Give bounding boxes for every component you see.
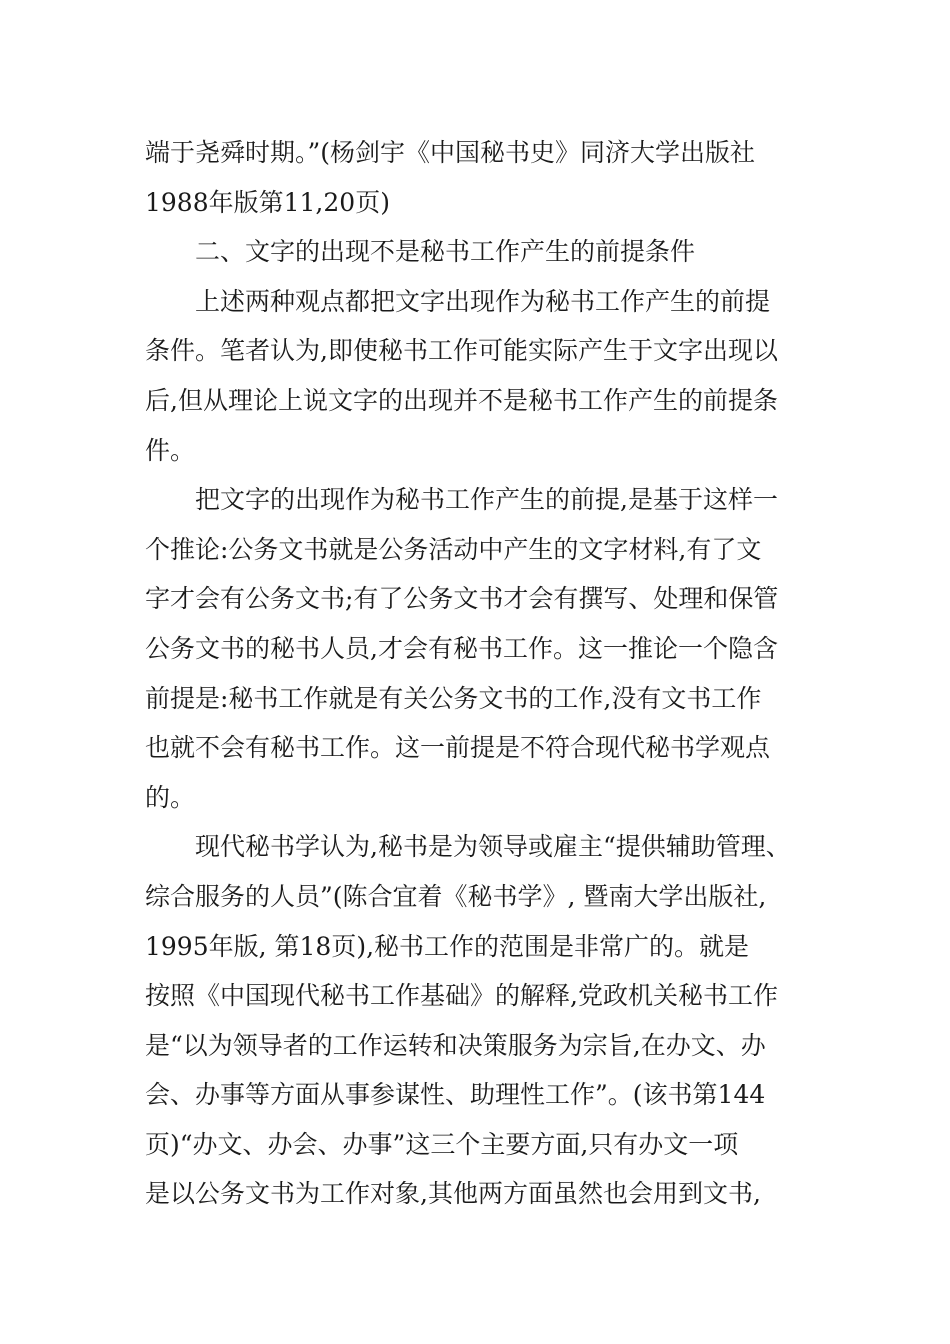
text-line: 1995年版, 第18页),秘书工作的范围是非常广的。就是 — [145, 931, 750, 961]
text-line: 件。 — [145, 435, 196, 465]
document-body — [145, 128, 810, 1219]
text-line: 二、文字的出现不是秘书工作产生的前提条件 — [195, 237, 696, 267]
text-line: 页)“办文、办会、办事”这三个主要方面,只有办文一项 — [145, 1129, 739, 1159]
text-line: 是以公务文书为工作对象,其他两方面虽然也会用到文书, — [145, 1179, 761, 1209]
text-line: 个推论:公务文书就是公务活动中产生的文字材料,有了文 — [145, 534, 762, 564]
text-line: 的。 — [145, 782, 196, 812]
text-line: 1988年版第11,20页) — [145, 187, 390, 217]
text-line: 按照《中国现代秘书工作基础》的解释,党政机关秘书工作 — [145, 981, 778, 1011]
text-line: 上述两种观点都把文字出现作为秘书工作产生的前提 — [195, 286, 771, 316]
text-line: 也就不会有秘书工作。这一前提是不符合现代秘书学观点 — [145, 733, 771, 763]
text-line: 字才会有公务文书;有了公务文书才会有撰写、处理和保管 — [145, 584, 779, 614]
text-line: 把文字的出现作为秘书工作产生的前提,是基于这样一 — [195, 485, 778, 515]
text-line: 公务文书的秘书人员,才会有秘书工作。这一推论一个隐含 — [145, 633, 778, 663]
text-line: 后,但从理论上说文字的出现并不是秘书工作产生的前提条 — [145, 385, 778, 415]
text-line: 端于尧舜时期。”(杨剑宇《中国秘书史》同济大学出版社 — [145, 138, 756, 167]
text-line: 前提是:秘书工作就是有关公务文书的工作,没有文书工作 — [145, 683, 762, 713]
text-line: 现代秘书学认为,秘书是为领导或雇主“提供辅助管理、 — [195, 832, 791, 862]
text-line: 是“以为领导者的工作运转和决策服务为宗旨,在办文、办 — [145, 1030, 766, 1060]
text-line: 条件。笔者认为,即使秘书工作可能实际产生于文字出现以 — [145, 336, 778, 366]
text-line: 综合服务的人员”(陈合宜着《秘书学》, 暨南大学出版社, — [145, 881, 767, 911]
text-line: 会、办事等方面从事参谋性、助理性工作”。(该书第144 — [145, 1080, 766, 1110]
